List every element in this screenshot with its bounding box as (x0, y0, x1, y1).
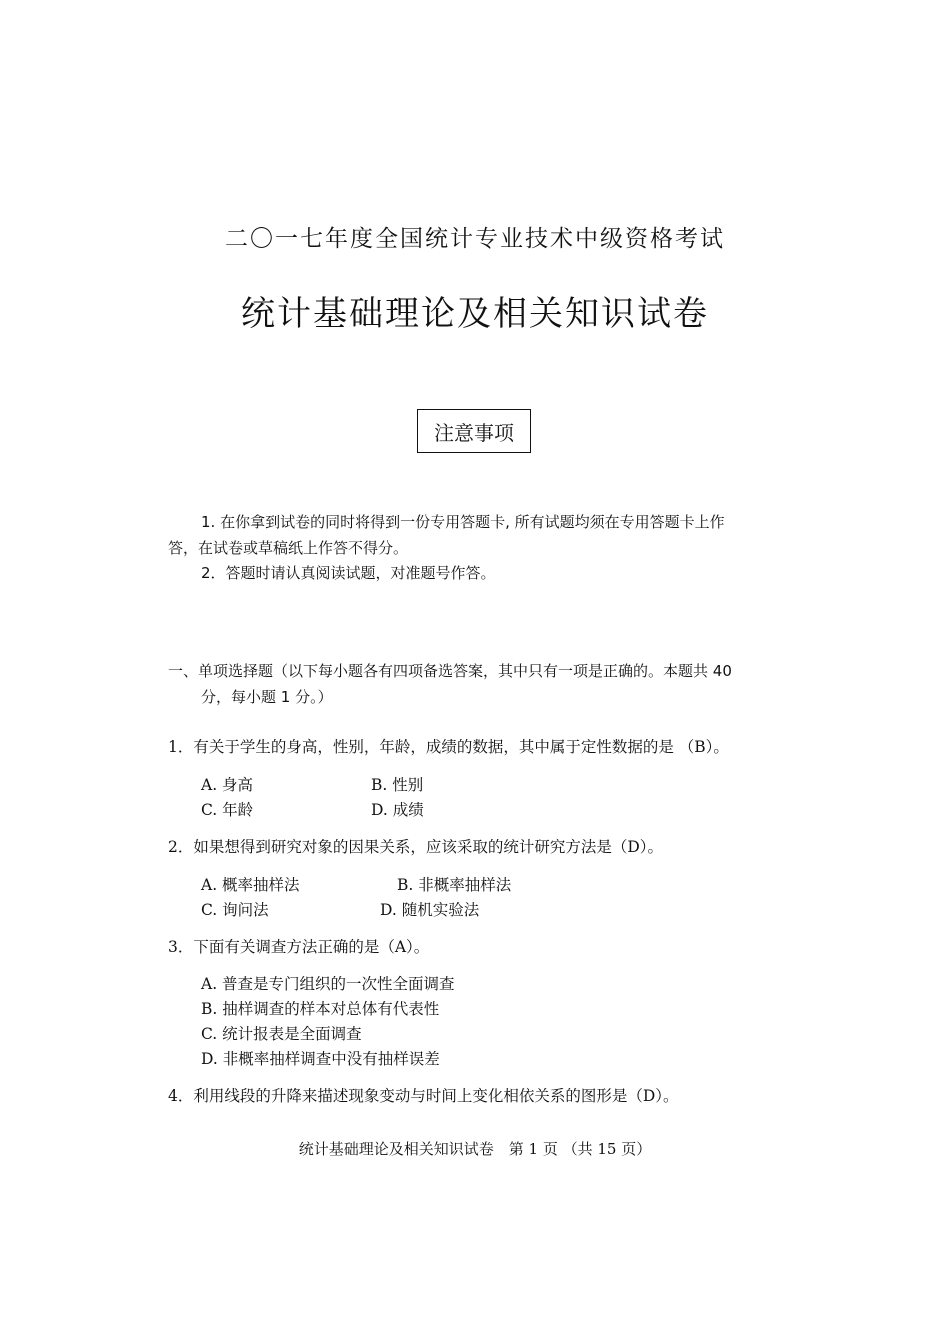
notice-item-1-line-1: 1. 在你拿到试卷的同时将得到一份专用答题卡, 所有试题均须在专用答题卡上作 (201, 513, 725, 531)
question-3-option-c: C. 统计报表是全面调查 (201, 1025, 362, 1043)
notice-item-1-line-2: 答，在试卷或草稿纸上作答不得分。 (168, 539, 409, 557)
question-2-option-c: C. 询问法 (201, 901, 269, 919)
question-4-stem: 4．利用线段的升降来描述现象变动与时间上变化相依关系的图形是（D）。 (168, 1087, 679, 1105)
question-2-option-b: B. 非概率抽样法 (397, 876, 512, 894)
question-3-option-b: B. 抽样调查的样本对总体有代表性 (201, 1000, 440, 1018)
section-title-line-2: 分，每小题 1 分。） (201, 688, 333, 706)
question-2-stem: 2．如果想得到研究对象的因果关系，应该采取的统计研究方法是（D）。 (168, 838, 664, 856)
notice-title: 注意事项 (434, 420, 514, 445)
question-2-option-d: D. 随机实验法 (380, 901, 480, 919)
question-2-option-a: A. 概率抽样法 (201, 876, 300, 894)
question-1-option-a: A. 身高 (201, 776, 254, 794)
question-3-option-a: A. 普查是专门组织的一次性全面调查 (201, 975, 455, 993)
question-1-stem: 1．有关于学生的身高，性别，年龄，成绩的数据，其中属于定性数据的是 （B）。 (168, 738, 729, 756)
exam-title: 二〇一七年度全国统计专业技术中级资格考试 (225, 226, 725, 252)
question-3-stem: 3．下面有关调查方法正确的是（A）。 (168, 938, 430, 956)
section-title-line-1: 一、单项选择题（以下每小题各有四项备选答案，其中只有一项是正确的。本题共 40 (168, 662, 732, 680)
page-footer: 统计基础理论及相关知识试卷 第 1 页 （共 15 页） (298, 1140, 652, 1158)
question-1-option-d: D. 成绩 (371, 801, 424, 819)
notice-item-2: 2．答题时请认真阅读试题，对准题号作答。 (201, 564, 496, 582)
question-1-option-c: C. 年龄 (201, 801, 254, 819)
question-1-option-b: B. 性别 (371, 776, 424, 794)
notice-title-box (417, 409, 531, 453)
question-3-option-d: D. 非概率抽样调查中没有抽样误差 (201, 1050, 440, 1068)
paper-title: 统计基础理论及相关知识试卷 (241, 294, 709, 334)
